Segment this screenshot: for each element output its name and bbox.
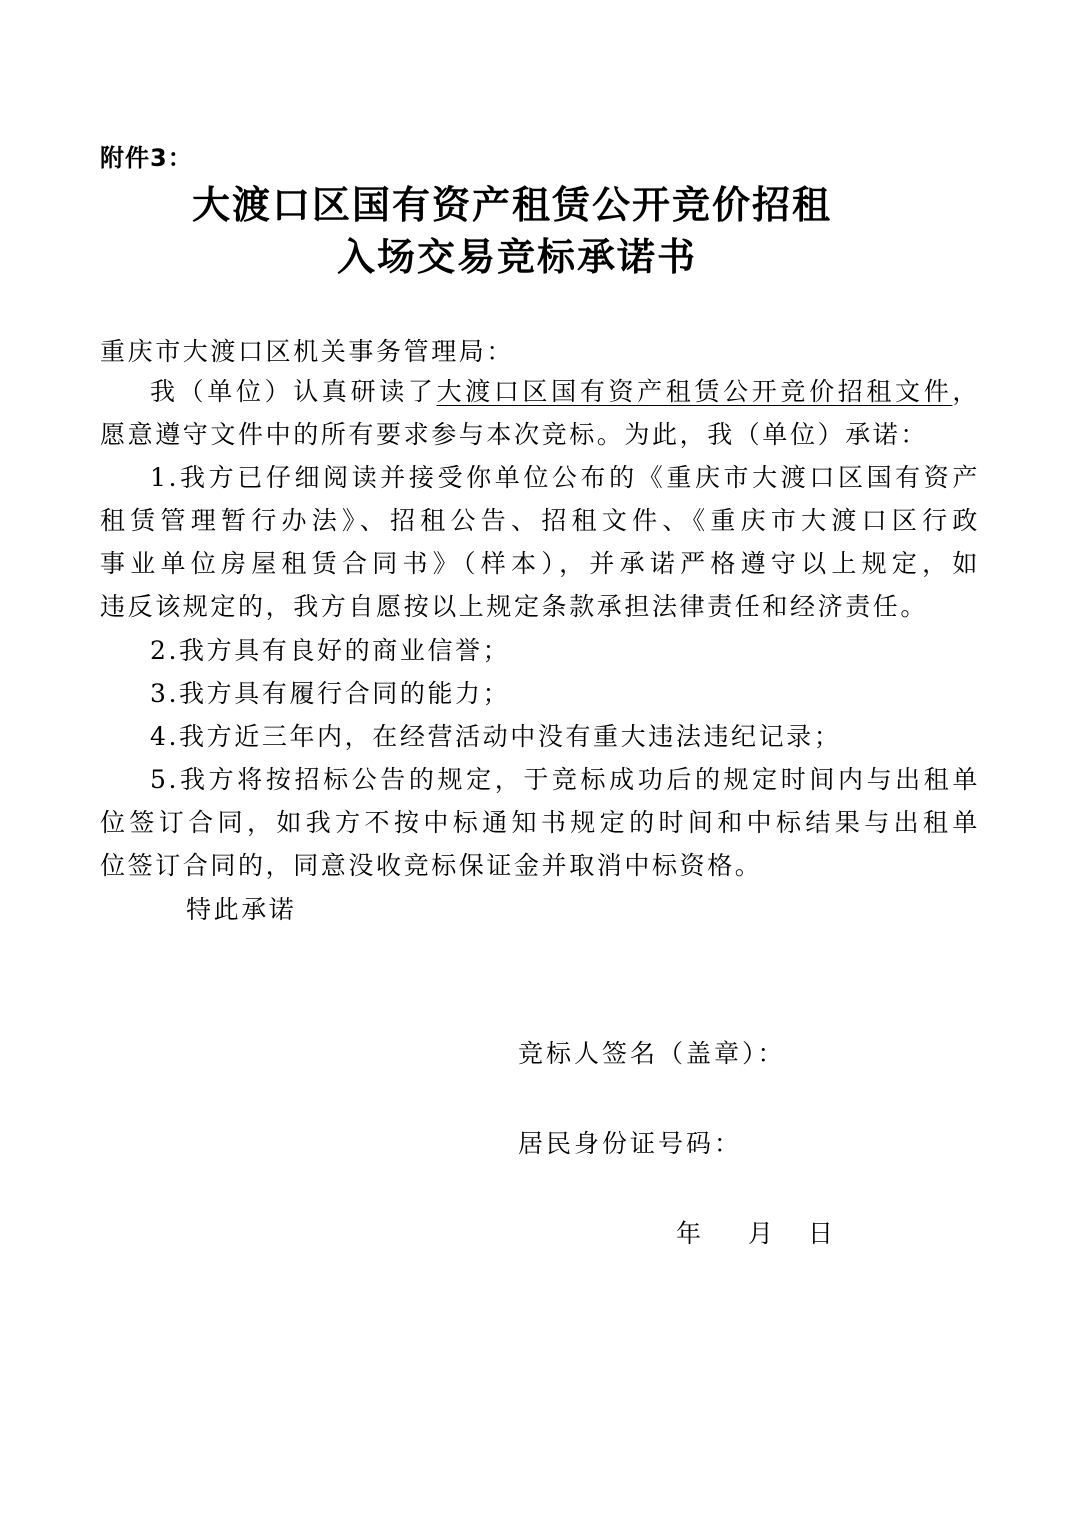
item-3: 3.我方具有履行合同的能力； — [150, 679, 511, 708]
addressee: 重庆市大渡口区机关事务管理局： — [100, 337, 515, 366]
intro-line-2: 愿意遵守文件中的所有要求参与本次竞标。为此，我（单位）承诺： — [100, 420, 929, 449]
item-2: 2.我方具有良好的商业信誉； — [150, 636, 511, 665]
attachment-label: 附件3： — [100, 144, 193, 172]
signer-signature-label: 竞标人签名（盖章）： — [518, 1039, 786, 1068]
intro-lead: 我（单位）认真研读了 — [150, 377, 437, 406]
id-number-label: 居民身份证号码： — [518, 1129, 743, 1158]
referenced-document-name: 大渡口区国有资产租赁公开竞价招租文件 — [436, 377, 953, 406]
item-1-line-1: 1.我方已仔细阅读并接受你单位公布的《重庆市大渡口区国有资产 — [150, 463, 980, 492]
item-5-line-3: 位签订合同的，同意没收竞标保证金并取消中标资格。 — [100, 851, 763, 880]
document-title-line-2: 入场交易竞标承诺书 — [336, 234, 697, 279]
item-1-line-4: 违反该规定的，我方自愿按以上规定条款承担法律责任和经济责任。 — [100, 592, 929, 621]
closing-statement: 特此承诺 — [186, 895, 297, 924]
intro-tail: ， — [952, 377, 980, 406]
intro-line-1 — [150, 372, 980, 412]
item-1-line-3: 事业单位房屋租赁合同书》（样本），并承诺严格遵守以上规定，如 — [100, 549, 980, 578]
item-5-line-2: 位签订合同，如我方不按中标通知书规定的时间和中标结果与出租单 — [100, 808, 980, 837]
item-4: 4.我方近三年内，在经营活动中没有重大违法违纪记录； — [150, 722, 842, 751]
date-year: 年 — [676, 1219, 702, 1248]
document-title-line-1: 大渡口区国有资产租赁公开竞价招租 — [191, 182, 832, 227]
date-day: 日 — [808, 1219, 834, 1248]
item-1-line-2: 租赁管理暂行办法》、招租公告、招租文件、《重庆市大渡口区行政 — [100, 506, 980, 535]
date-month: 月 — [748, 1219, 774, 1248]
item-5-line-1: 5.我方将按招标公告的规定，于竞标成功后的规定时间内与出租单 — [150, 765, 980, 794]
